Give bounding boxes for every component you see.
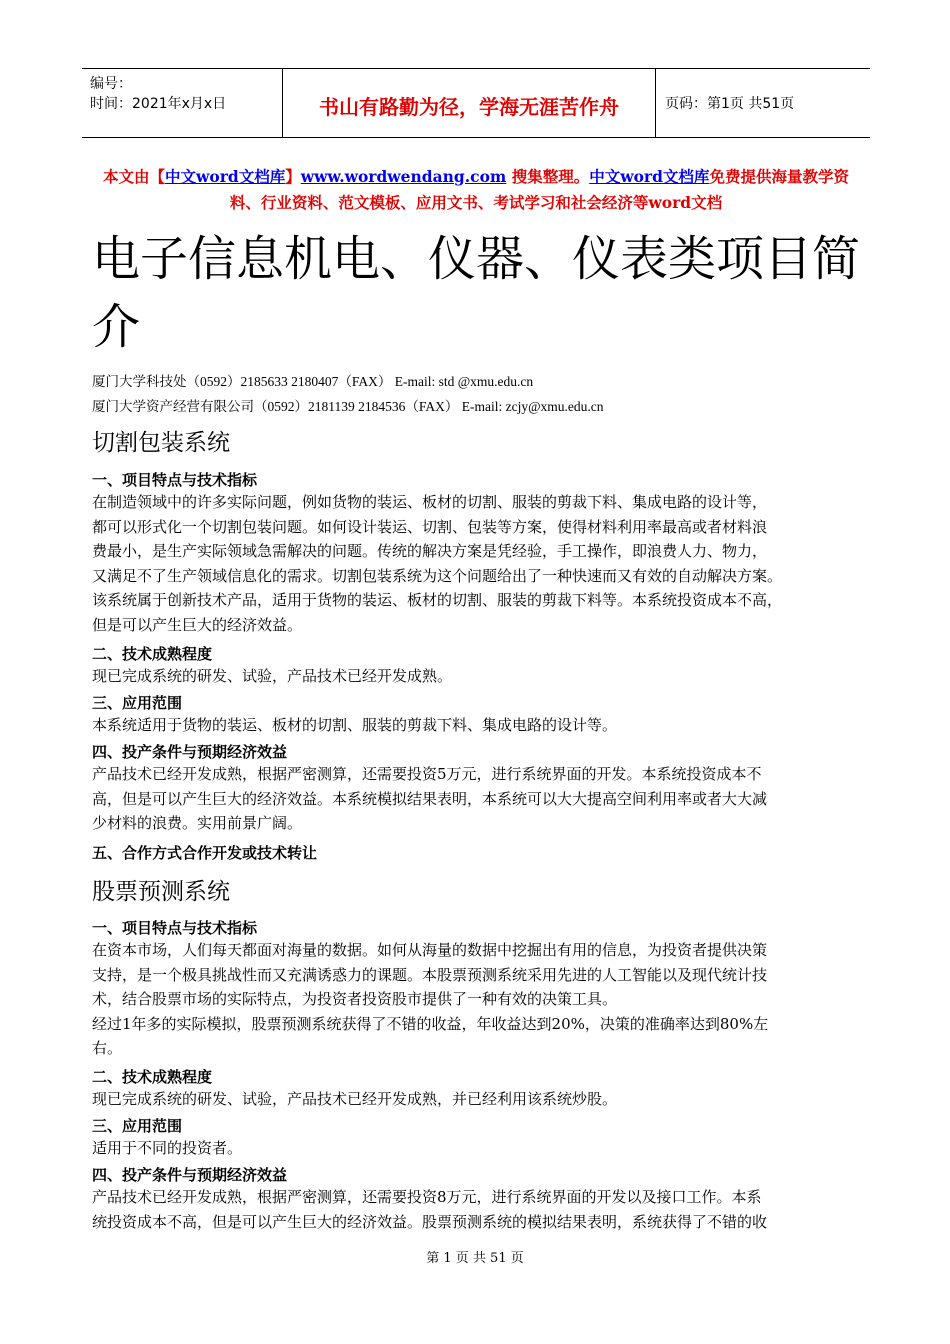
- section2-heading: 股票预测系统: [92, 879, 230, 905]
- text-line: 右。: [92, 1039, 123, 1058]
- text-line: 都可以形式化一个切割包装问题。如何设计装运、切割、包装等方案，使得材料利用率最高或者材料浪: [92, 517, 768, 536]
- header-table: [82, 68, 870, 138]
- section1-cooperation-heading: 五、合作方式合作开发或技术转让: [92, 844, 318, 862]
- notice-bracket: 】: [285, 167, 301, 186]
- site-link-2[interactable]: 中文word文档库: [589, 167, 710, 186]
- text-line: 产品技术已经开发成熟，根据严密测算，还需要投资8万元，进行系统界面的开发以及接口工作。本系: [92, 1188, 762, 1206]
- header-right-cell: [655, 69, 870, 137]
- page-title: [92, 225, 862, 361]
- contact-line-2: 厦门大学资产经营有限公司（0592）2181139 2184536（FAX） E-mail: zcjy@xmu.edu.cn: [92, 399, 604, 414]
- header-center-cell: [282, 69, 656, 137]
- url-link[interactable]: www.wordwendang.com: [300, 167, 507, 186]
- section2-features: [92, 938, 852, 1061]
- text-line: 高，但是可以产生巨大的经济效益。本系统模拟结果表明，本系统可以大大提高空间利用率或者大大减: [92, 789, 768, 808]
- section1-maturity-heading: 二、技术成熟程度: [92, 645, 213, 663]
- text-line: 少材料的浪费。实用前景广阔。: [92, 814, 303, 833]
- text-line: 术，结合股票市场的实际特点，为投资者投资股市提供了一种有效的决策工具。: [92, 990, 618, 1009]
- section1-maturity: 现已完成系统的研发、试验，产品技术已经开发成熟。: [92, 667, 453, 685]
- section1-conditions: [92, 762, 852, 836]
- text-line: 该系统属于创新技术产品，适用于货物的装运、板材的切割、服装的剪裁下料等。本系统投资成本不高，: [92, 591, 783, 610]
- text-line: 产品技术已经开发成熟，根据严密测算，还需要投资5万元，进行系统界面的开发。本系统投资成本不: [92, 765, 762, 783]
- text-line: 又满足不了生产领域信息化的需求。切割包装系统为这个问题给出了一种快速而又有效的自动解决方案。: [92, 566, 783, 585]
- section1-scope: 本系统适用于货物的装运、板材的切割、服装的剪裁下料、集成电路的设计等。: [92, 716, 618, 734]
- date-label: 时间：2021年x月x日: [90, 96, 227, 112]
- site-link[interactable]: 中文word文档库: [165, 167, 286, 186]
- section2-features-heading: 一、项目特点与技术指标: [92, 919, 258, 937]
- text-line: 在制造领域中的许多实际问题，例如货物的装运、板材的切割、服装的剪裁下料、集成电路的设计等，: [92, 493, 768, 511]
- section1-conditions-heading: 四、投产条件与预期经济效益: [92, 743, 288, 761]
- text-line: 但是可以产生巨大的经济效益。: [92, 615, 303, 634]
- section2-scope: 适用于不同的投资者。: [92, 1139, 243, 1157]
- title-line-2: 介: [92, 299, 141, 355]
- notice-prefix: 本文由【: [103, 167, 166, 186]
- contact-line-1: 厦门大学科技处（0592）2185633 2180407（FAX） E-mail: std @xmu.edu.cn: [92, 374, 534, 389]
- section2-conditions-heading: 四、投产条件与预期经济效益: [92, 1166, 288, 1184]
- section2-conditions: [92, 1185, 852, 1234]
- text-line: 统投资成本不高，但是可以产生巨大的经济效益。股票预测系统的模拟结果表明，系统获得了不错的收: [92, 1212, 768, 1231]
- section1-features: [92, 490, 852, 638]
- section1-heading: 切割包装系统: [92, 430, 230, 456]
- page-label: 页码：第1页 共51页: [665, 96, 795, 112]
- notice-suffix: 免费提供海量教学资: [709, 167, 849, 186]
- notice-mid: 搜集整理。: [506, 167, 590, 186]
- section1-scope-heading: 三、应用范围: [92, 694, 183, 712]
- notice-line-2: 料、行业资料、范文模板、应用文书、考试学习和社会经济等word文档: [229, 193, 723, 212]
- notice-line-1: [92, 164, 860, 190]
- motto-text: 书山有路勤为径，学海无涯苦作舟: [319, 95, 619, 119]
- header-left-cell: [82, 69, 282, 137]
- source-notice: [92, 164, 860, 216]
- text-line: 支持，是一个极具挑战性而又充满诱惑力的课题。本股票预测系统采用先进的人工智能以及现代统计技: [92, 965, 768, 984]
- section2-scope-heading: 三、应用范围: [92, 1117, 183, 1135]
- title-line-1: 电子信息机电、仪器、仪表类项目简: [92, 231, 861, 287]
- section1-features-heading: 一、项目特点与技术指标: [92, 471, 258, 489]
- number-label: 编号：: [90, 76, 132, 92]
- section2-maturity: 现已完成系统的研发、试验，产品技术已经开发成熟，并已经利用该系统炒股。: [92, 1090, 618, 1108]
- text-line: 费最小，是生产实际领域急需解决的问题。传统的解决方案是凭经验，手工操作，即浪费人力、物力，: [92, 542, 768, 561]
- section2-maturity-heading: 二、技术成熟程度: [92, 1068, 213, 1086]
- text-line: 经过1年多的实际模拟，股票预测系统获得了不错的收益，年收益达到20%，决策的准确率达到80%左: [92, 1014, 769, 1033]
- text-line: 在资本市场，人们每天都面对海量的数据。如何从海量的数据中挖掘出有用的信息，为投资者提供决策: [92, 941, 768, 959]
- page-footer: 第 1 页 共 51 页: [426, 1251, 524, 1266]
